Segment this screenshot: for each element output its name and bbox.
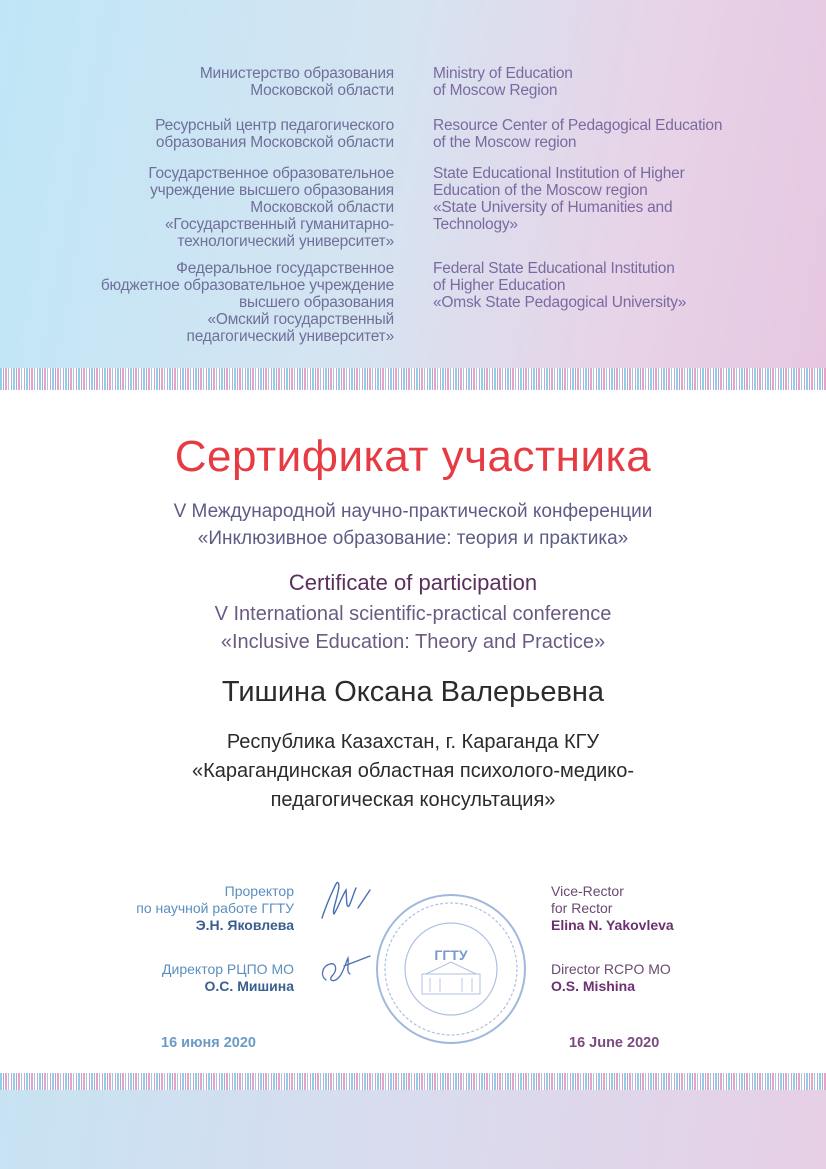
header-ru-block-ggtu [14, 165, 394, 260]
seal-center-text: ГГТУ [434, 947, 468, 963]
header-en-line: Federal State Educational Institution [433, 260, 675, 277]
conference-line-en-2: «Inclusive Education: Theory and Practice» [220, 631, 606, 653]
header-ru-line: образования Московской области [155, 134, 394, 151]
certificate-title-en: Certificate of participation [288, 570, 538, 595]
recipient-org-line-2: «Карагандинская областная психолого-медико- [191, 760, 635, 782]
recipient-org-line-1: Республика Казахстан, г. Караганда КГУ [226, 731, 600, 753]
decorative-stripe-top [0, 368, 826, 390]
header-en-block-omsk [433, 260, 813, 311]
signatory-right-2 [551, 961, 811, 995]
header-ru-line: «Омский государственный [207, 311, 394, 328]
header-ru-line: «Государственный гуманитарно- [164, 216, 394, 233]
header-en-line: «Omsk State Pedagogical University» [433, 294, 687, 311]
header-en-line: Technology» [433, 216, 518, 233]
header-en-line: of the Moscow region [433, 134, 577, 151]
signatory-role-line: по научной работе ГГТУ [136, 900, 294, 916]
signatory-right-1 [551, 883, 811, 934]
header-en-line: Ministry of Education [433, 65, 573, 82]
certificate-title-ru: Сертификат участника [174, 432, 652, 481]
header-en-line: Education of the Moscow region [433, 182, 648, 199]
footer-background [0, 1090, 826, 1169]
conference-line-ru-1: V Международной научно-практической конференции [173, 501, 653, 522]
header-ru-block-omsk [14, 260, 394, 345]
header-ru-line: Государственное образовательное [148, 165, 394, 182]
signatory-role-line: for Rector [551, 900, 613, 916]
signatory-left-2 [34, 961, 294, 995]
date-ru: 16 июня 2020 [161, 1035, 256, 1051]
header-ru-line: учреждение высшего образования [150, 182, 394, 199]
signatory-role-line: Проректор [224, 883, 294, 899]
conference-line-en-1: V International scientific-practical conference [214, 603, 612, 625]
signatory-left-1 [34, 883, 294, 934]
signatory-name: О.С. Мишина [204, 978, 294, 994]
autograph-2-icon [316, 950, 372, 990]
recipient-name: Тишина Оксана Валерьевна [221, 676, 605, 708]
header-ru-block-resource-center [14, 117, 394, 165]
signatory-name: Elina N. Yakovleva [551, 917, 674, 933]
header-en-block-ggtu [433, 165, 813, 260]
header-en-line: «State University of Humanities and [433, 199, 673, 216]
header-en-block-resource-center [433, 117, 813, 165]
header-russian-column [14, 65, 394, 345]
header-en-line: of Higher Education [433, 277, 566, 294]
header-ru-line: бюджетное образовательное учреждение [100, 277, 394, 294]
header-ru-line: педагогический университет» [186, 328, 394, 345]
official-seal-icon [372, 890, 530, 1048]
header-ru-line: Московской области [250, 199, 394, 216]
header-en-block-ministry [433, 65, 813, 117]
date-en: 16 June 2020 [569, 1035, 660, 1051]
autograph-1-icon [316, 878, 372, 924]
header-ru-line: Ресурсный центр педагогического [155, 117, 394, 134]
header-en-line: of Moscow Region [433, 82, 558, 99]
signatory-role-line: Director RCPO MO [551, 961, 671, 977]
header-ru-line: Московской области [250, 82, 394, 99]
header-ru-line: технологический университет» [177, 233, 394, 250]
signatory-role-line: Vice-Rector [551, 883, 624, 899]
header-ru-line: Федеральное государственное [176, 260, 394, 277]
header-ru-block-ministry [14, 65, 394, 117]
conference-line-ru-2: «Инклюзивное образование: теория и практика» [197, 528, 629, 549]
recipient-org-line-3: педагогическая консультация» [270, 789, 556, 811]
header-ru-line: высшего образования [238, 294, 394, 311]
header-en-line: Resource Center of Pedagogical Education [433, 117, 723, 134]
header-ru-line: Министерство образования [199, 65, 394, 82]
signatory-role-line: Директор РЦПО МО [162, 961, 294, 977]
signatory-name: Э.Н. Яковлева [195, 917, 294, 933]
signatory-name: O.S. Mishina [551, 978, 636, 994]
header-en-line: State Educational Institution of Higher [433, 165, 685, 182]
header-english-column [433, 65, 813, 311]
